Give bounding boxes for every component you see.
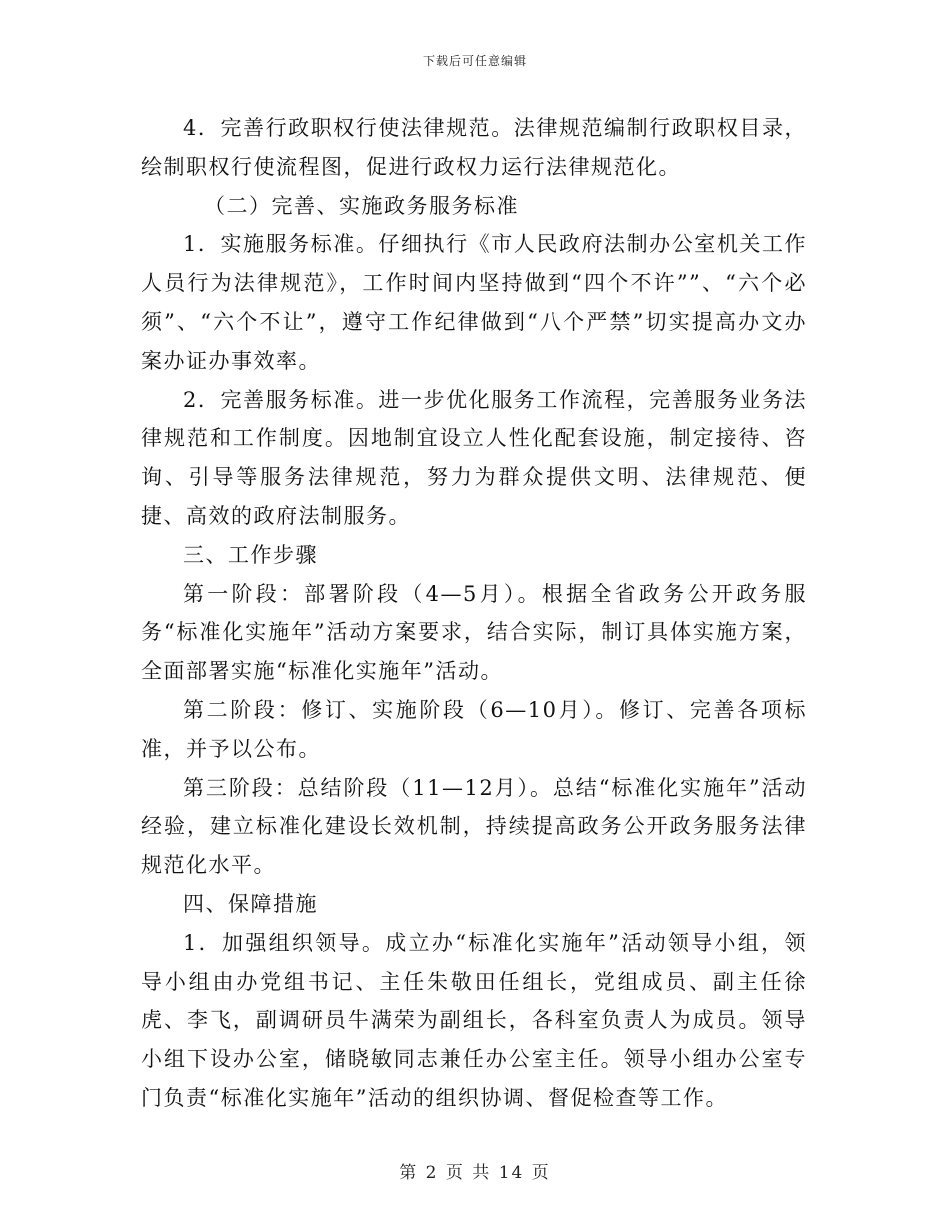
page-number: 第 2 页 共 14 页	[399, 1163, 551, 1183]
section-heading-3: 三、工作步骤	[183, 542, 318, 567]
paragraph-item-2-improve: 2．完善服务标准。进一步优化服务工作流程，完善服务业务法律规范和工作制度。因地制宜设立人性化配套设施，制定接待、咨询、引导等服务法律规范，努力为群众提供文明、法律规范、便捷、高效的政府法制服务。	[141, 387, 807, 528]
paragraph-stage-3: 第三阶段：总结阶段（11—12月）。总结“标准化实施年”活动经验，建立标准化建设长效机制，持续提高政务公开政务服务法律规范化水平。	[141, 775, 807, 878]
paragraph-stage-2: 第二阶段：修订、实施阶段（6—10月）。修订、完善各项标准，并予以公布。	[141, 697, 807, 761]
paragraph-item-1-implement: 1．实施服务标准。仔细执行《市人民政府法制办公室机关工作人员行为法律规范》，工作时间内坚持做到“四个不许””、“六个必须”、“六个不让”，遵守工作纪律做到“八个严禁”切实提高办文办案办证办事效率。	[141, 232, 807, 373]
section-heading-2: （二）完善、实施政务服务标准	[204, 193, 519, 218]
header-note: 下载后可任意编辑	[422, 54, 527, 68]
paragraph-stage-1: 第一阶段：部署阶段（4—5月）。根据全省政务公开政务服务“标准化实施年”活动方案要求，结合实际，制订具体实施方案，全面部署实施“标准化实施年”活动。	[141, 581, 807, 684]
paragraph-leadership: 1．加强组织领导。成立办“标准化实施年”活动领导小组，领导小组由办党组书记、主任朱敬田任组长，党组成员、副主任徐虎、李飞，副调研员牛满荣为副组长，各科室负责人为成员。领导小组下设办公室，储晓敏同志兼任办公室主任。领导小组办公室专门负责“标准化实施年”活动的组织协调、督促检查等工作。	[141, 930, 807, 1110]
section-heading-4: 四、保障措施	[183, 891, 318, 916]
paragraph-item-4: 4．完善行政职权行使法律规范。法律规范编制行政职权目录，绘制职权行使流程图，促进行政权力运行法律规范化。	[141, 116, 807, 179]
document-body	[141, 109, 807, 1118]
